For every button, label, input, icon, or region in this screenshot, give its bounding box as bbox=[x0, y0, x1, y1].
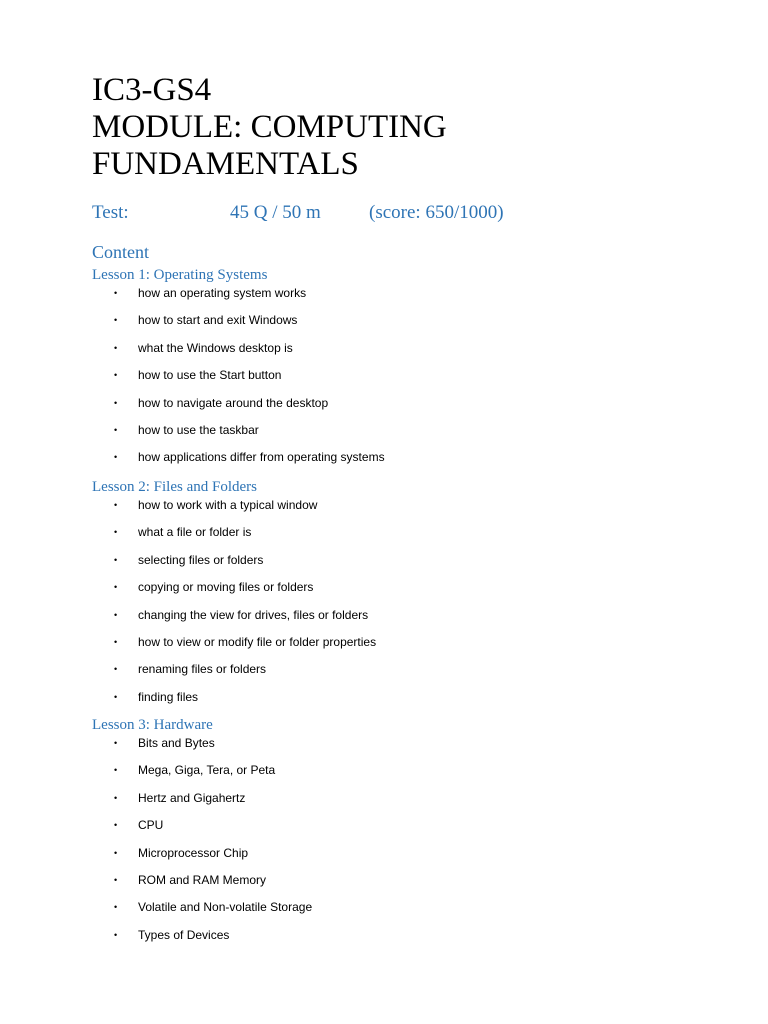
list-item-text: how to use the taskbar bbox=[138, 422, 259, 437]
list-item-text: Hertz and Gigahertz bbox=[138, 790, 246, 805]
list-item bbox=[92, 734, 732, 761]
list-item-text: selecting files or folders bbox=[138, 552, 264, 567]
bullet-icon: • bbox=[114, 609, 118, 620]
list-item-text: what the Windows desktop is bbox=[138, 340, 293, 355]
list-item bbox=[92, 284, 732, 311]
lesson-3 bbox=[92, 716, 732, 953]
list-item-text: Types of Devices bbox=[138, 927, 230, 942]
bullet-icon: • bbox=[114, 527, 118, 538]
list-item bbox=[92, 311, 732, 338]
bullet-icon: • bbox=[114, 765, 118, 776]
list-item-text: what a file or folder is bbox=[138, 525, 252, 540]
lesson-3-topics bbox=[92, 734, 732, 953]
bullet-icon: • bbox=[114, 315, 118, 326]
bullet-icon: • bbox=[114, 691, 118, 702]
bullet-icon: • bbox=[114, 792, 118, 803]
list-item-text: Microprocessor Chip bbox=[138, 845, 249, 860]
list-item bbox=[92, 926, 732, 953]
bullet-icon: • bbox=[114, 820, 118, 831]
lesson-3-title: Lesson 3: Hardware bbox=[92, 717, 213, 733]
document-title bbox=[92, 72, 447, 183]
list-item-text: how to use the Start button bbox=[138, 368, 282, 383]
bullet-icon: • bbox=[114, 847, 118, 858]
bullet-icon: • bbox=[114, 664, 118, 675]
lesson-1-topics bbox=[92, 284, 732, 476]
bullet-icon: • bbox=[114, 738, 118, 748]
bullet-icon: • bbox=[114, 397, 118, 408]
list-item bbox=[92, 496, 732, 523]
list-item-text: changing the view for drives, files or folders bbox=[138, 607, 369, 622]
test-label: Test: bbox=[92, 202, 129, 223]
list-item bbox=[92, 394, 732, 421]
lesson-2-title: Lesson 2: Files and Folders bbox=[92, 479, 257, 495]
bullet-icon: • bbox=[114, 874, 118, 885]
bullet-icon: • bbox=[114, 288, 118, 298]
list-item-text: how to work with a typical window bbox=[138, 498, 318, 512]
list-item bbox=[92, 633, 732, 660]
lesson-1 bbox=[92, 266, 732, 476]
bullet-icon: • bbox=[114, 342, 118, 353]
list-item bbox=[92, 366, 732, 393]
bullet-icon: • bbox=[114, 370, 118, 381]
list-item-text: how to navigate around the desktop bbox=[138, 395, 329, 410]
bullet-icon: • bbox=[114, 582, 118, 593]
bullet-icon: • bbox=[114, 636, 118, 647]
bullet-icon: • bbox=[114, 902, 118, 913]
list-item-text: CPU bbox=[138, 818, 164, 833]
content-heading: Content bbox=[92, 242, 149, 262]
title-line-2: MODULE: COMPUTING bbox=[92, 109, 447, 145]
list-item bbox=[92, 898, 732, 925]
list-item bbox=[92, 421, 732, 448]
list-item bbox=[92, 816, 732, 843]
list-item-text: how to view or modify file or folder properties bbox=[138, 634, 377, 649]
bullet-icon: • bbox=[114, 554, 118, 565]
list-item-text: how applications differ from operating systems bbox=[138, 450, 385, 465]
list-item bbox=[92, 578, 732, 605]
test-questions: 45 Q / 50 m bbox=[230, 202, 321, 223]
list-item bbox=[92, 523, 732, 550]
list-item-text: how to start and exit Windows bbox=[138, 313, 298, 328]
title-line-3: FUNDAMENTALS bbox=[92, 146, 359, 182]
lesson-2-topics bbox=[92, 496, 732, 715]
bullet-icon: • bbox=[114, 929, 118, 940]
list-item-text: renaming files or folders bbox=[138, 662, 267, 677]
list-item bbox=[92, 789, 732, 816]
list-item bbox=[92, 339, 732, 366]
list-item-text: Mega, Giga, Tera, or Peta bbox=[138, 763, 276, 778]
list-item bbox=[92, 551, 732, 578]
list-item-text: copying or moving files or folders bbox=[138, 580, 314, 595]
list-item bbox=[92, 606, 732, 633]
list-item-text: how an operating system works bbox=[138, 286, 307, 300]
bullet-icon: • bbox=[114, 424, 118, 435]
list-item-text: Bits and Bytes bbox=[138, 736, 215, 750]
list-item-text: finding files bbox=[138, 689, 199, 704]
test-score: (score: 650/1000) bbox=[369, 202, 504, 223]
list-item bbox=[92, 761, 732, 788]
lesson-2 bbox=[92, 478, 732, 715]
list-item bbox=[92, 688, 732, 715]
list-item-text: Volatile and Non-volatile Storage bbox=[138, 900, 313, 915]
list-item bbox=[92, 448, 732, 475]
title-line-1: IC3-GS4 bbox=[92, 72, 212, 108]
list-item-text: ROM and RAM Memory bbox=[138, 872, 267, 887]
list-item bbox=[92, 844, 732, 871]
bullet-icon: • bbox=[114, 500, 118, 510]
bullet-icon: • bbox=[114, 452, 118, 463]
list-item bbox=[92, 660, 732, 687]
list-item bbox=[92, 871, 732, 898]
lesson-1-title: Lesson 1: Operating Systems bbox=[92, 267, 268, 283]
